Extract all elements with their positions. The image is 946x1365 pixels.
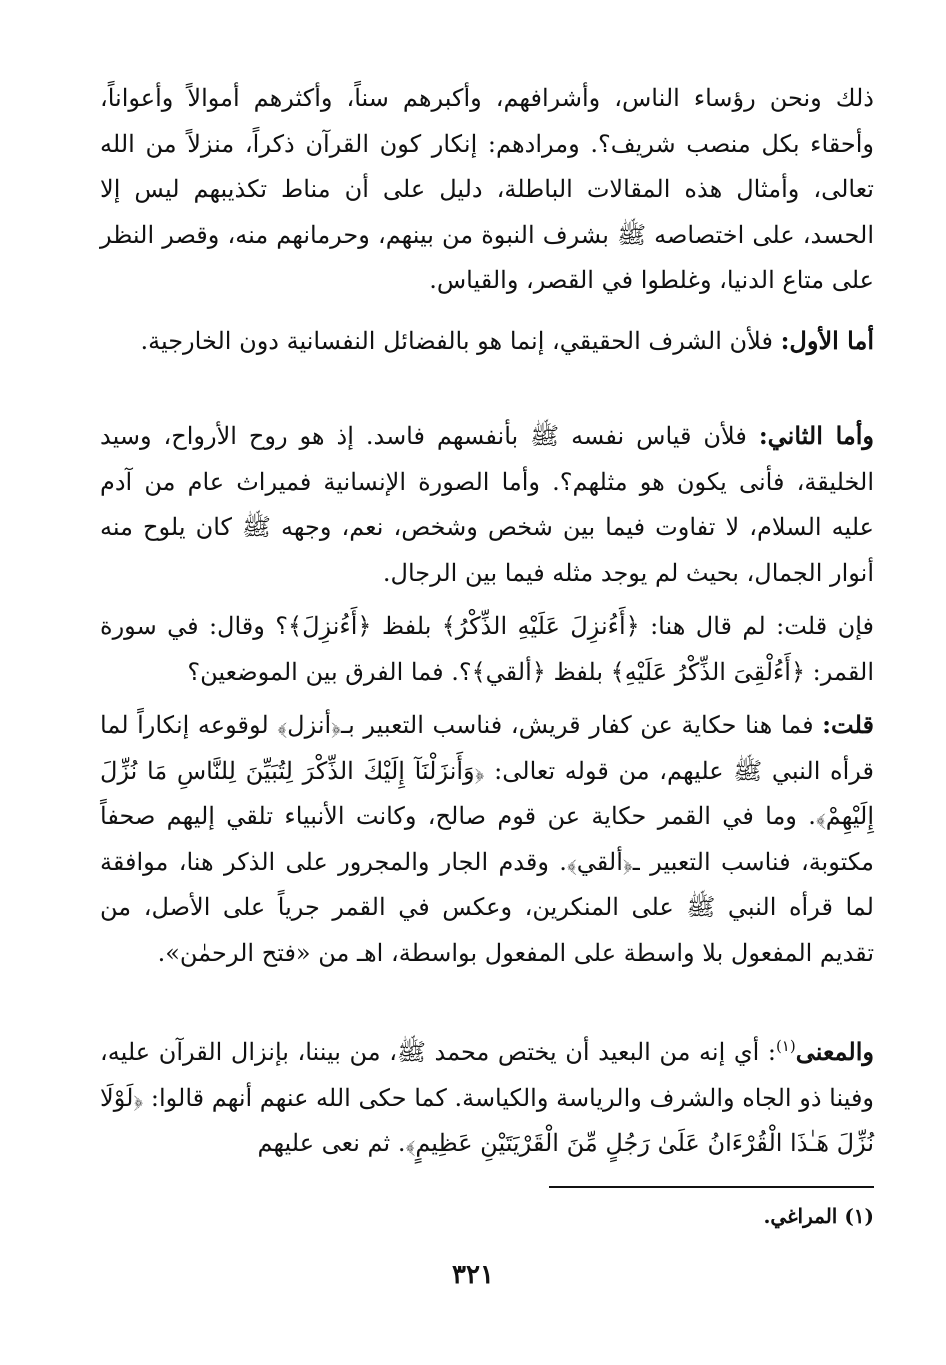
paragraph-4	[100, 604, 874, 695]
footnote-text: المراغي.	[763, 1204, 845, 1228]
paragraph-5	[100, 702, 874, 976]
paragraph-2	[100, 318, 874, 365]
paragraph-text: فلأن قياس نفسه ﷺ بأنفسهم فاسد. إذ هو روح الأرواح، وسيد الخليقة، فأنى يكون هو مثلهم؟. وأما الصورة الإنسانية فميراث عام من آدم عليه السلام، لا تفاوت فيما بين شخص وشخص، نعم، وجهه ﷺ كان يلوح منه أنوار الجمال، بحيث لم يوجد مثله فيما بين الرجال.	[100, 422, 874, 587]
paragraph-text: فإن قلت: لم قال هنا: ﴿أَءُنزِلَ عَلَيْهِ الذِّكْرُ﴾ بلفظ ﴿أَءُنزِلَ﴾؟ وقال: في سورة القمر: ﴿أَءُلْقِىَ الذِّكْرُ عَلَيْهِ﴾ بلفظ ﴿ألقي﴾؟. فما الفرق بين الموضعين؟	[100, 612, 874, 686]
footnote	[763, 1204, 874, 1228]
paragraph-lead: وأما الثاني:	[758, 421, 874, 450]
footnote-reference: (١)	[775, 1037, 796, 1055]
paragraph-text: : أي إنه من البعيد أن يختص محمد ﷺ، من بيننا، بإنزال القرآن عليه، وفينا ذو الجاه والشرف والرياسة والكياسة. كما حكى الله عنهم أنهم قالوا: ﴿لَوْلَا نُزِّلَ هَـٰذَا الْقُرْءَانُ عَلَىٰ رَجُلٍ مِّنَ الْقَرْيَتَيْنِ عَظِيمٍ﴾. ثم نعى عليهم	[100, 1038, 874, 1157]
footnote-marker: (١)	[844, 1204, 874, 1228]
paragraph-text: فما هنا حكاية عن كفار قريش، فناسب التعبير بـ﴿أنزل﴾ لوقوعه إنكاراً لما قرأه النبي ﷺ عليهم، من قوله تعالى: ﴿وَأَنزَلْنَآ إِلَيْكَ الذِّكْرَ لِتُبَيِّنَ لِلنَّاسِ مَا نُزِّلَ إِلَيْهِمْ﴾. وما في القمر حكاية عن قوم صالح، وكانت الأنبياء تلقي إليهم صحفاً مكتوبة، فناسب التعبير ـ﴿ألقي﴾. وقدم الجار والمجرور على الذكر هنا، موافقة لما قرأه النبي ﷺ على المنكرين، وعكس في القمر جرياً على الأصل، من تقديم المفعول بلا واسطة على المفعول بواسطة، اهـ من «فتح الرحمٰن».	[100, 711, 874, 967]
paragraph-6	[100, 1024, 874, 1167]
paragraph-lead: والمعنى	[795, 1037, 874, 1066]
paragraph-lead: أما الأول:	[780, 326, 874, 355]
paragraph-3	[100, 413, 874, 596]
paragraph-1	[100, 76, 874, 304]
paragraph-lead: قلت:	[822, 710, 874, 739]
footnote-divider	[549, 1186, 874, 1188]
page-number: ٣٢١	[452, 1260, 494, 1290]
paragraph-text: فلأن الشرف الحقيقي، إنما هو بالفضائل النفسانية دون الخارجية.	[140, 327, 781, 355]
paragraph-text: ذلك ونحن رؤساء الناس، وأشرافهم، وأكبرهم سناً، وأكثرهم أموالاً وأعواناً، وأحقاء بكل منصب شريف؟. ومرادهم: إنكار كون القرآن ذكراً، منزلاً من الله تعالى، وأمثال هذه المقالات الباطلة، دليل على أن مناط تكذيبهم ليس إلا الحسد، على اختصاصه ﷺ بشرف النبوة من بينهم، وحرمانهم منه، وقصر النظر على متاع الدنيا، وغلطوا في القصر، والقياس.	[100, 84, 874, 294]
